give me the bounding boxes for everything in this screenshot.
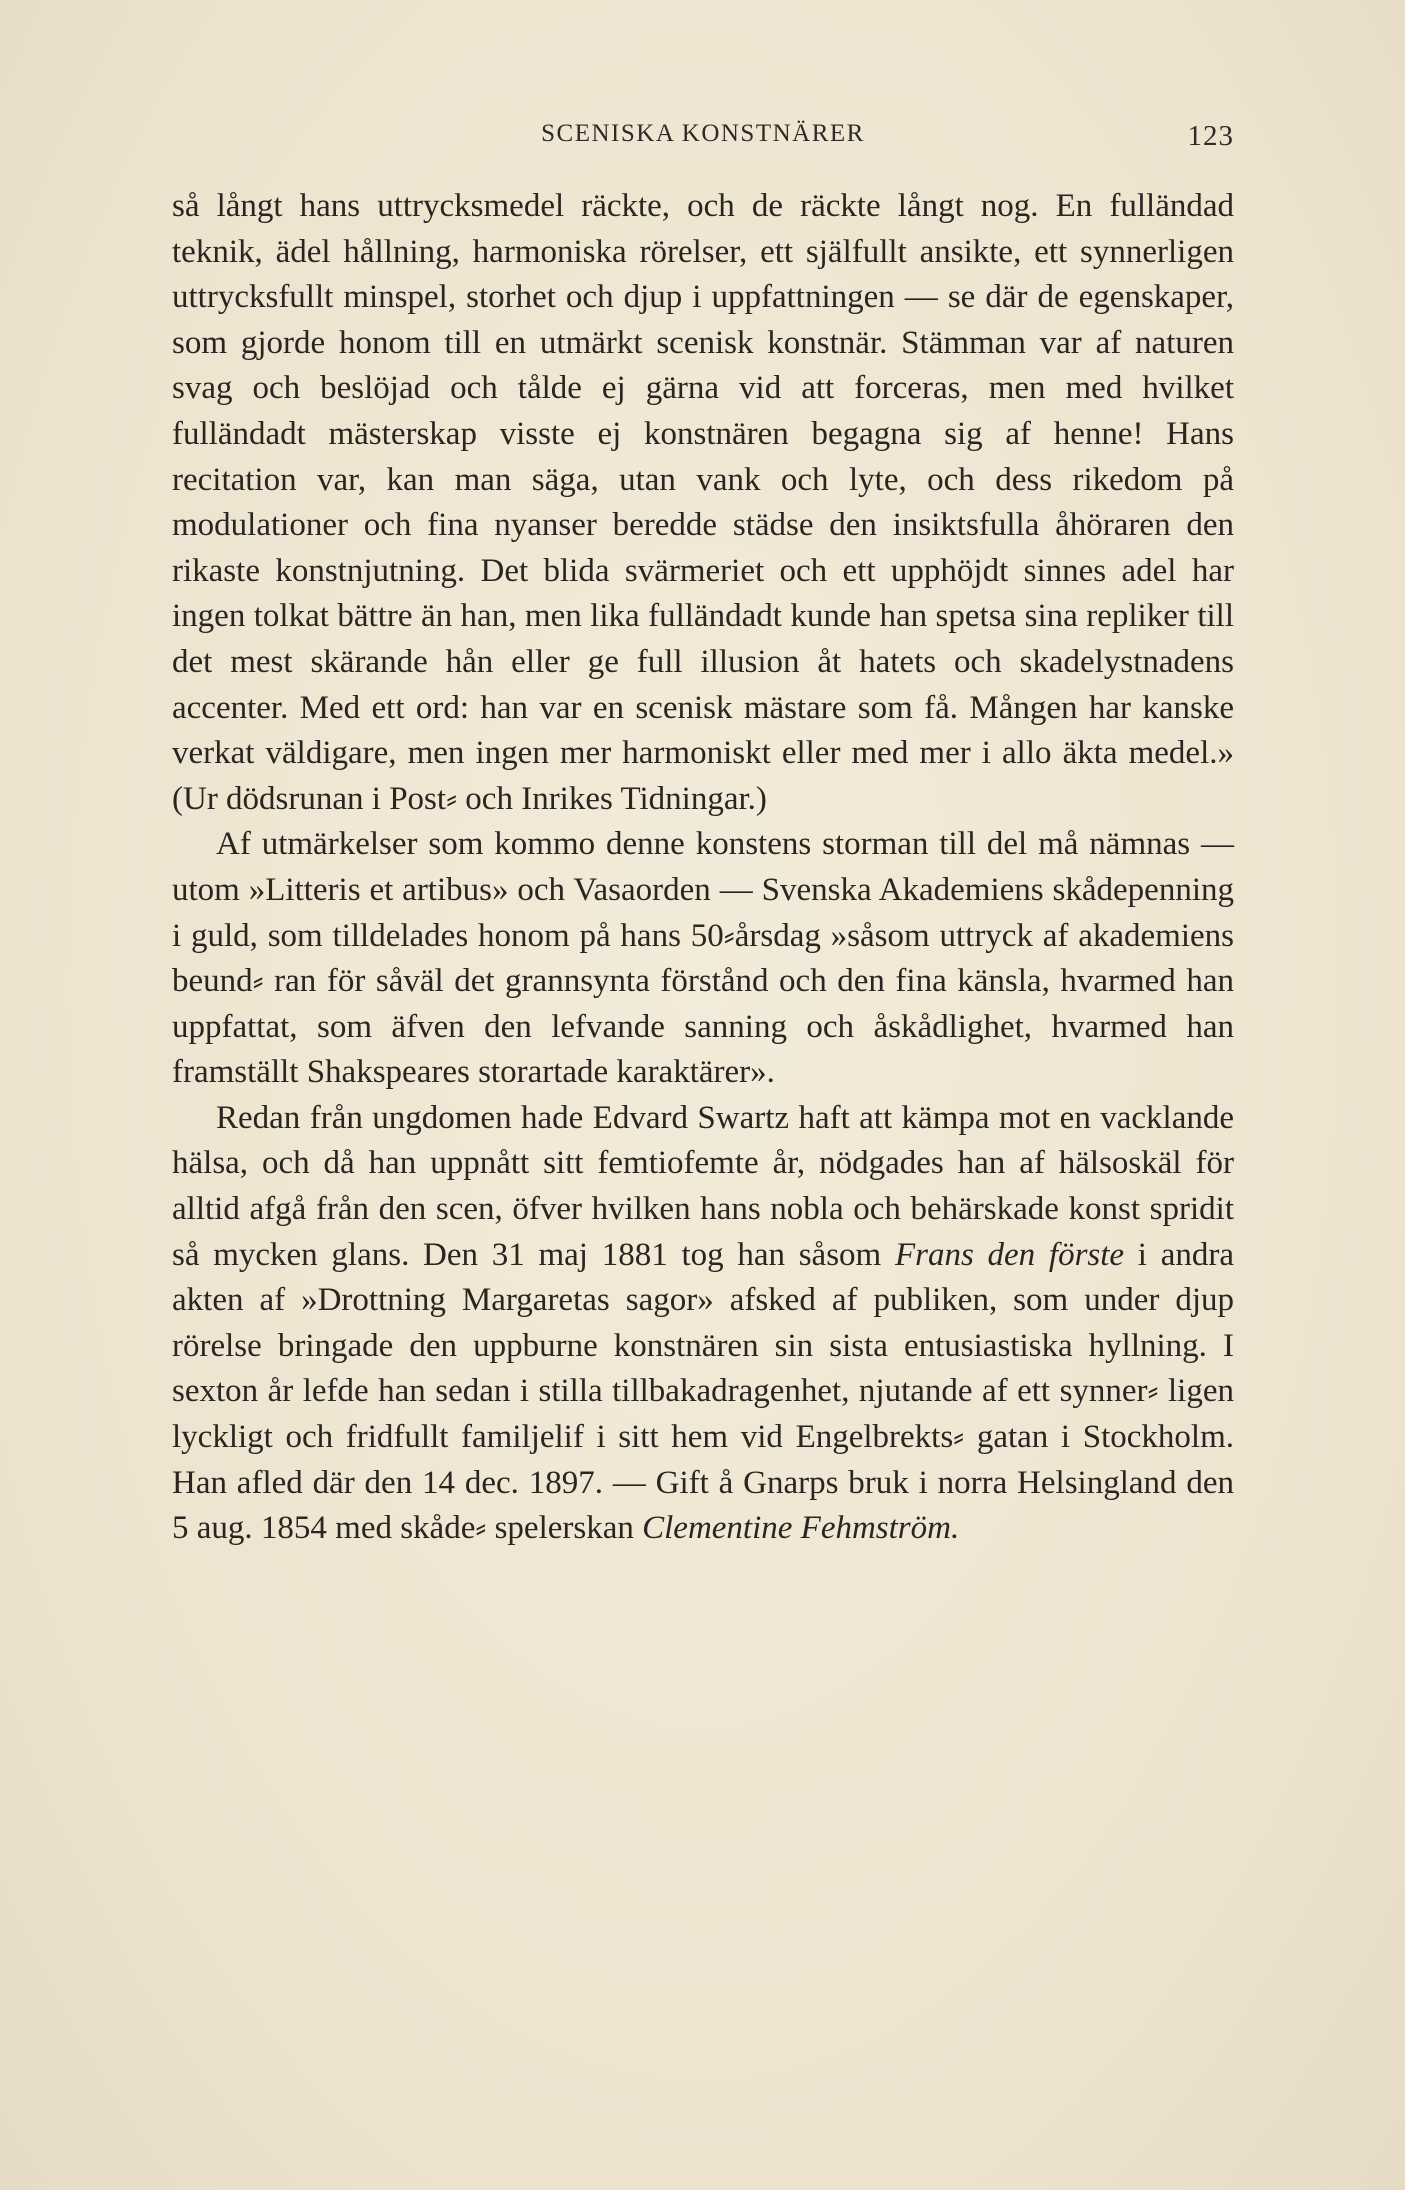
page-number: 123 — [1187, 120, 1234, 152]
paragraph — [172, 184, 1234, 822]
running-head — [172, 120, 1234, 154]
text-segment: Redan från ungdomen hade Edvard Swartz haft att kämpa mot en vacklande hälsa, och då han uppnått sitt femtiofemte år, nödgades han af hälsoskäl för alltid afgå från den scen, öfver hvilken hans nobla och behärskade konst spridit så mycken glans. Den 31 maj 1881 tog han såsom — [172, 1099, 1234, 1273]
text-segment: Af utmärkelser som kommo denne konstens storman till del må nämnas — utom »Litteris et artibus» och Vasaorden — Svenska Akademiens skådepenning i guld, som tilldelades honom på hans 50⸗årsdag »såsom uttryck af akademiens beund⸗ ran för såväl det grannsynta förstånd och den fina känsla, hvarmed han uppfattat, som äfven den lefvande sanning och åskådlighet, hvarmed han framställt Shakspeares storartade karaktärer». — [172, 826, 1234, 1091]
italic-title: Frans den förste — [894, 1236, 1125, 1273]
body-text — [172, 184, 1234, 1552]
running-title: SCENISKA KONSTNÄRER — [541, 120, 865, 147]
paragraph — [172, 822, 1234, 1096]
italic-name: Clementine Fehmström. — [642, 1510, 960, 1547]
text-segment: i andra akten af »Drottning Margaretas sagor» afsked af publiken, som under djup rörelse bringade den uppburne konstnären sin sista entusiastiska hyllning. I sexton år lefde han sedan i stilla tillbakadragenhet, njutande af ett synner⸗ ligen lyckligt och fridfullt familjelif i sitt hem vid Engelbrekts⸗ gatan i Stockholm. Han afled där den 14 dec. 1897. — Gift å Gnarps bruk i norra Helsingland den 5 aug. 1854 med skåde⸗ spelerskan — [172, 1236, 1234, 1547]
text-segment: så långt hans uttrycksmedel räckte, och de räckte långt nog. En fulländad teknik, ädel hållning, harmoniska rörelser, ett själfullt ansikte, ett synnerligen uttrycksfullt minspel, storhet och djup i uppfattningen — se där de egenskaper, som gjorde honom till en utmärkt scenisk konstnär. Stämman var af naturen svag och beslöjad och tålde ej gärna vid att forceras, men med hvilket fulländadt mästerskap visste ej konstnären begagna sig af henne! Hans recitation var, kan man säga, utan vank och lyte, och dess rikedom på modulationer och fina nyanser beredde städse den insiktsfulla åhöraren den rikaste konstnjutning. Det blida svärmeriet och ett upphöjdt sinnes adel har ingen tolkat bättre än han, men lika fulländadt kunde han spetsa sina repliker till det mest skärande hån eller ge full illusion åt hatets och skadelystnadens accenter. Med ett ord: han var en scenisk mästare som få. Mången har kanske verkat väldigare, men ingen mer harmoniskt eller med mer i allo äkta medel.» (Ur dödsrunan i Post⸗ och Inrikes Tidningar.) — [172, 188, 1234, 817]
paragraph — [172, 1096, 1234, 1552]
